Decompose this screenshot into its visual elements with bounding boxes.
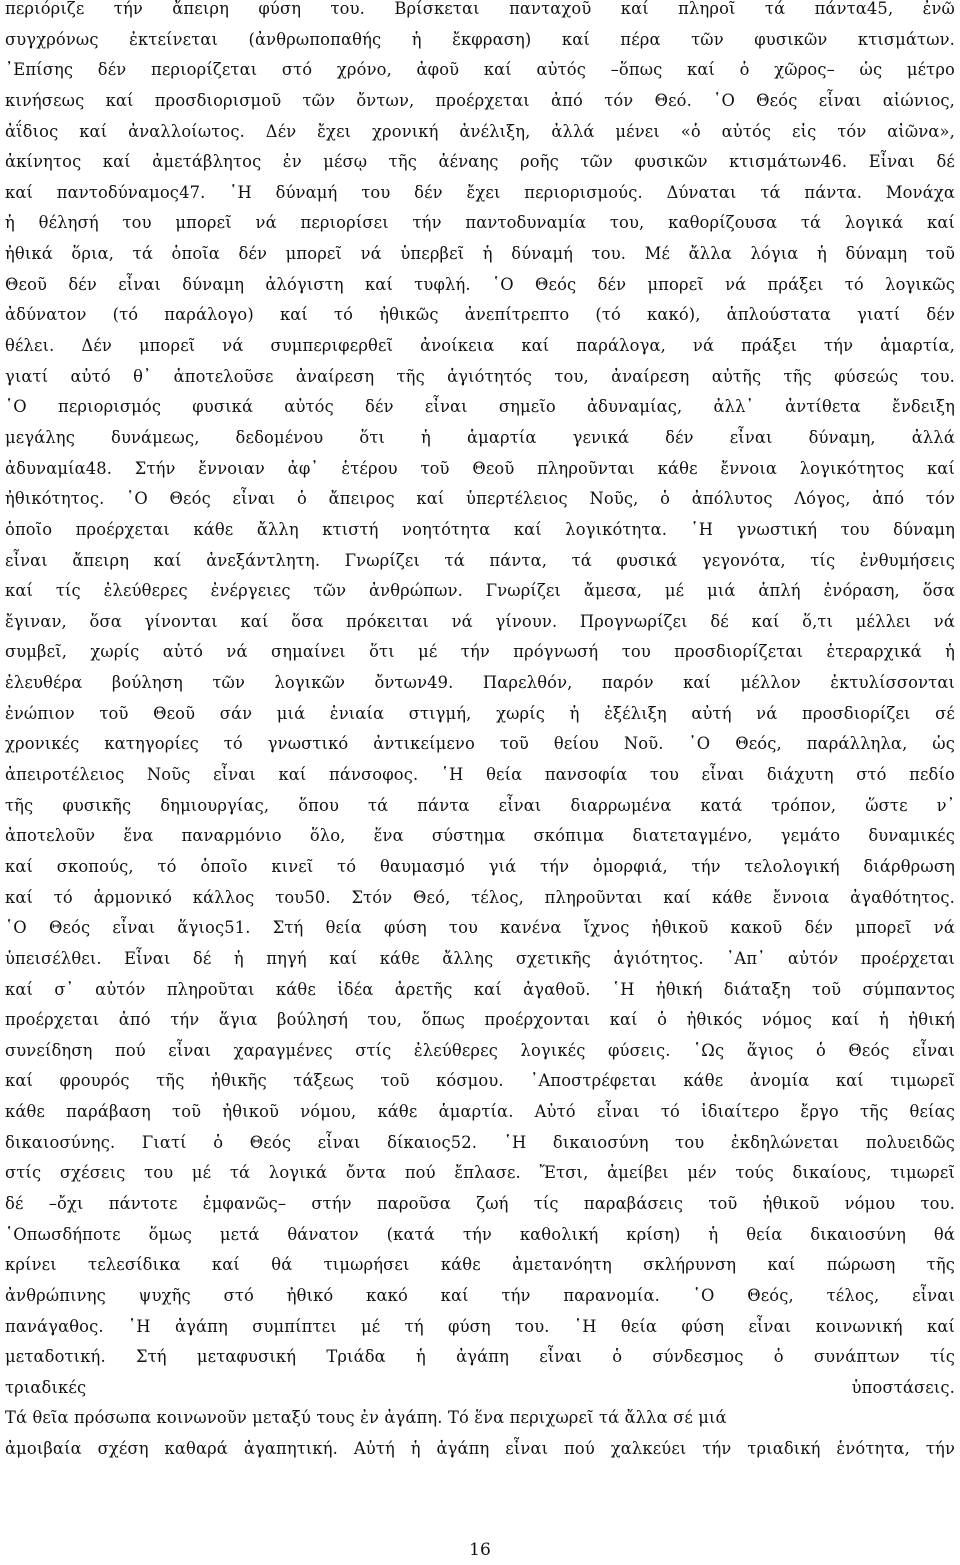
text-line: Θεοῦ δέν εἶναι δύναμη ἀλόγιστη καί τυφλή. ῾Ο Θεός δέν μπορεῖ νά πράξει τό λογικῶς <box>5 274 955 294</box>
text-line: ᾿Επίσης δέν περιορίζεται στό χρόνο, ἀφοῦ καί αὐτός –ὅπως καί ὁ χῶρος– ὡς μέτρο <box>5 60 955 80</box>
text-line: κινήσεως καί προσδιορισμοῦ τῶν ὄντων, προέρχεται ἀπό τόν Θεό. ῾Ο Θεός εἶναι αἰώνιος, <box>5 90 955 110</box>
body-text <box>5 0 955 1495</box>
text-line: ὁποῖο προέρχεται κάθε ἄλλη κτιστή νοητότητα καί λογικότητα. ῾Η γνωστική του δύναμη <box>5 519 955 539</box>
text-line: ἔγιναν, ὅσα γίνονται καί ὅσα πρόκειται νά γίνουν. Προγνωρίζει δέ καί ὅ,τι μέλλει νά <box>5 611 955 631</box>
text-line: ἀδύνατον (τό παράλογο) καί τό ἠθικῶς ἀνεπίτρεπτο (τό κακό), ἁπλούστατα γιατί δέν <box>5 305 955 325</box>
text-line: ἐλευθέρα βούληση τῶν λογικῶν ὄντων49. Παρελθόν, παρόν καί μέλλον ἐκτυλίσσονται <box>5 673 955 693</box>
text-line: χρονικές κατηγορίες τό γνωστικό ἀντικείμενο τοῦ θείου Νοῦ. ῾Ο Θεός, παράλληλα, ὡς <box>5 734 955 754</box>
text-line: γιατί αὐτό θ᾿ ἀποτελοῦσε ἀναίρεση τῆς ἁγιότητός του, ἀναίρεση αὐτῆς τῆς φύσεώς του. <box>5 366 955 386</box>
text-line: ἠθικά ὅρια, τά ὁποῖα δέν μπορεῖ νά ὑπερβεῖ ἡ δύναμή του. Μέ ἄλλα λόγια ἡ δύναμη τοῦ <box>5 244 955 264</box>
text-line: κάθε παράβαση τοῦ ἠθικοῦ νόμου, κάθε ἁμαρτία. Αὐτό εἶναι τό ἰδιαίτερο ἔργο τῆς θείας <box>5 1102 955 1122</box>
text-line: ἀνθρώπινης ψυχῆς στό ἠθικό κακό καί τήν παρανομία. ῾Ο Θεός, τέλος, εἶναι <box>5 1285 955 1305</box>
text-line: καί σκοπούς, τό ὁποῖο κινεῖ τό θαυμασμό γιά τήν ὀμορφιά, τήν τελολογική διάρθρωση <box>5 856 955 876</box>
text-line <box>5 1465 955 1496</box>
text-line: μεταδοτική. Στή μεταφυσική Τριάδα ἡ ἀγάπη εἶναι ὁ σύνδεσμος ὁ συνάπτων τίς <box>5 1347 955 1367</box>
text-line: ἐνώπιον τοῦ Θεοῦ σάν μιά ἑνιαία στιγμή, χωρίς ἡ ἐξέλιξη αὐτή νά προσδιορίζει σέ <box>5 703 955 723</box>
text-line: ἡ θέλησή του μπορεῖ νά περιορίσει τήν παντοδυναμία του, καθορίζουσα τά λογικά καί <box>5 213 955 233</box>
text-line: ἠθικότητος. ῾Ο Θεός εἶναι ὁ ἄπειρος καί ὑπερτέλειος Νοῦς, ὁ ἀπόλυτος Λόγος, ἀπό τόν <box>5 489 955 509</box>
text-line: συνείδηση πού εἶναι χαραγμένες στίς ἐλεύθερες λογικές φύσεις. ῾Ως ἅγιος ὁ Θεός εἶναι <box>5 1040 955 1060</box>
text-line: συγχρόνως ἐκτείνεται (ἀνθρωποπαθής ἡ ἔκφραση) καί πέρα τῶν φυσικῶν κτισμάτων. <box>5 29 955 49</box>
text-line: στίς σχέσεις του μέ τά λογικά ὄντα πού ἔπλασε. Ἔτσι, ἀμείβει μέν τούς δικαίους, τιμωρεῖ <box>5 1163 955 1183</box>
page-number: 16 <box>469 1540 491 1560</box>
text-line: ὑπεισέλθει. Εἶναι δέ ἡ πηγή καί κάθε ἄλλης σχετικῆς ἁγιότητος. ᾿Απ᾿ αὐτόν προέρχεται <box>5 948 955 968</box>
text-line: τριαδικές ὑποστάσεις. <box>5 1377 955 1397</box>
text-line: προέρχεται ἀπό τήν ἅγια βούλησή του, ὅπως προέρχονται καί ὁ ἠθικός νόμος καί ἡ ἠθική <box>5 1010 955 1030</box>
text-line: ῾Οπωσδήποτε ὅμως μετά θάνατον (κατά τήν καθολική κρίση) ἡ θεία δικαιοσύνη θά <box>5 1224 955 1244</box>
text-line: μεγάλης δυνάμεως, δεδομένου ὅτι ἡ ἁμαρτία γενικά δέν εἶναι δύναμη, ἀλλά <box>5 427 955 447</box>
document-page <box>5 0 955 1565</box>
text-line: ῾Ο περιορισμός φυσικά αὐτός δέν εἶναι σημεῖο ἀδυναμίας, ἀλλ᾿ ἀντίθετα ἔνδειξη <box>5 397 955 417</box>
text-line: περιόριζε τήν ἄπειρη φύση του. Βρίσκεται πανταχοῦ καί πληροῖ τά πάντα45, ἐνῶ <box>5 0 955 18</box>
text-line: ἀΐδιος καί ἀναλλοίωτος. Δέν ἔχει χρονική ἀνέλιξη, ἀλλά μένει «ὁ αὐτός εἰς τόν αἰῶνα», <box>5 121 955 141</box>
text-line: καί τό ἁρμονικό κάλλος του50. Στόν Θεό, τέλος, πληροῦνται καί κάθε ἔννοια ἀγαθότητος. <box>5 887 955 907</box>
text-line: δέ –ὄχι πάντοτε ἐμφανῶς– στήν παροῦσα ζωή τίς παραβάσεις τοῦ ἠθικοῦ νόμου του. <box>5 1193 955 1213</box>
text-line: ῾Ο Θεός εἶναι ἅγιος51. Στή θεία φύση του κανένα ἴχνος ἠθικοῦ κακοῦ δέν μπορεῖ νά <box>5 918 955 938</box>
text-line: δικαιοσύνης. Γιατί ὁ Θεός εἶναι δίκαιος52. ῾Η δικαιοσύνη του ἐκδηλώνεται πολυειδῶς <box>5 1132 955 1152</box>
text-line: ἀδυναμία48. Στήν ἔννοιαν ἀφ᾿ ἑτέρου τοῦ Θεοῦ πληροῦνται κάθε ἔννοια λογικότητος καί <box>5 458 955 478</box>
text-line: συμβεῖ, χωρίς αὐτό νά σημαίνει ὅτι μέ τήν πρόγνωσή του προσδιορίζεται ἑτεραρχικά ἡ <box>5 642 955 662</box>
text-line: θέλει. Δέν μπορεῖ νά συμπεριφερθεῖ ἀνοίκεια καί παράλογα, νά πράξει τήν ἁμαρτία, <box>5 336 955 356</box>
text-line: τῆς φυσικῆς δημιουργίας, ὅπου τά πάντα εἶναι διαρρωμένα κατά τρόπον, ὥστε ν᾿ <box>5 795 955 815</box>
text-line: καί φρουρός τῆς ἠθικῆς τάξεως τοῦ κόσμου. ᾿Αποστρέφεται κάθε ἀνομία καί τιμωρεῖ <box>5 1071 955 1091</box>
text-line: ἀπειροτέλειος Νοῦς εἶναι καί πάνσοφος. ῾Η θεία πανσοφία του εἶναι διάχυτη στό πεδίο <box>5 765 955 785</box>
text-line: Τά θεῖα πρόσωπα κοινωνοῦν μεταξύ τους ἐν ἀγάπη. Τό ἕνα περιχωρεῖ τά ἄλλα σέ μιά <box>5 1408 727 1428</box>
text-line: κρίνει τελεσίδικα καί θά τιμωρήσει κάθε ἀμετανόητη σκλήρυνση καί πώρωση τῆς <box>5 1255 955 1275</box>
text-line: πανάγαθος. ῾Η ἀγάπη συμπίπτει μέ τή φύση του. ῾Η θεία φύση εἶναι κοινωνική καί <box>5 1316 955 1336</box>
text-line: εἶναι ἄπειρη καί ἀνεξάντλητη. Γνωρίζει τά πάντα, τά φυσικά γεγονότα, τίς ἐνθυμήσεις <box>5 550 955 570</box>
text-line: καί τίς ἐλεύθερες ἐνέργειες τῶν ἀνθρώπων. Γνωρίζει ἄμεσα, μέ μιά ἁπλή ἐνόραση, ὅσα <box>5 581 955 601</box>
text-line: ἀποτελοῦν ἕνα παναρμόνιο ὅλο, ἕνα σύστημα σκόπιμα διατεταγμένο, γεμάτο δυναμικές <box>5 826 955 846</box>
text-line: ἀμοιβαία σχέση καθαρά ἀγαπητική. Αὐτή ἡ ἀγάπη εἶναι πού χαλκεύει τήν τριαδική ἑνότητα, τήν <box>5 1439 955 1459</box>
text-line: καί σ᾿ αὐτόν πληροῦται κάθε ἰδέα ἀρετῆς καί ἀγαθοῦ. ῾Η ἠθική διάταξη τοῦ σύμπαντος <box>5 979 955 999</box>
text-line: ἀκίνητος καί ἀμετάβλητος ἐν μέσῳ τῆς ἀέναης ροῆς τῶν φυσικῶν κτισμάτων46. Εἶναι δέ <box>5 152 955 172</box>
text-line: καί παντοδύναμος47. ῾Η δύναμή του δέν ἔχει περιορισμούς. Δύναται τά πάντα. Μονάχα <box>5 182 955 202</box>
